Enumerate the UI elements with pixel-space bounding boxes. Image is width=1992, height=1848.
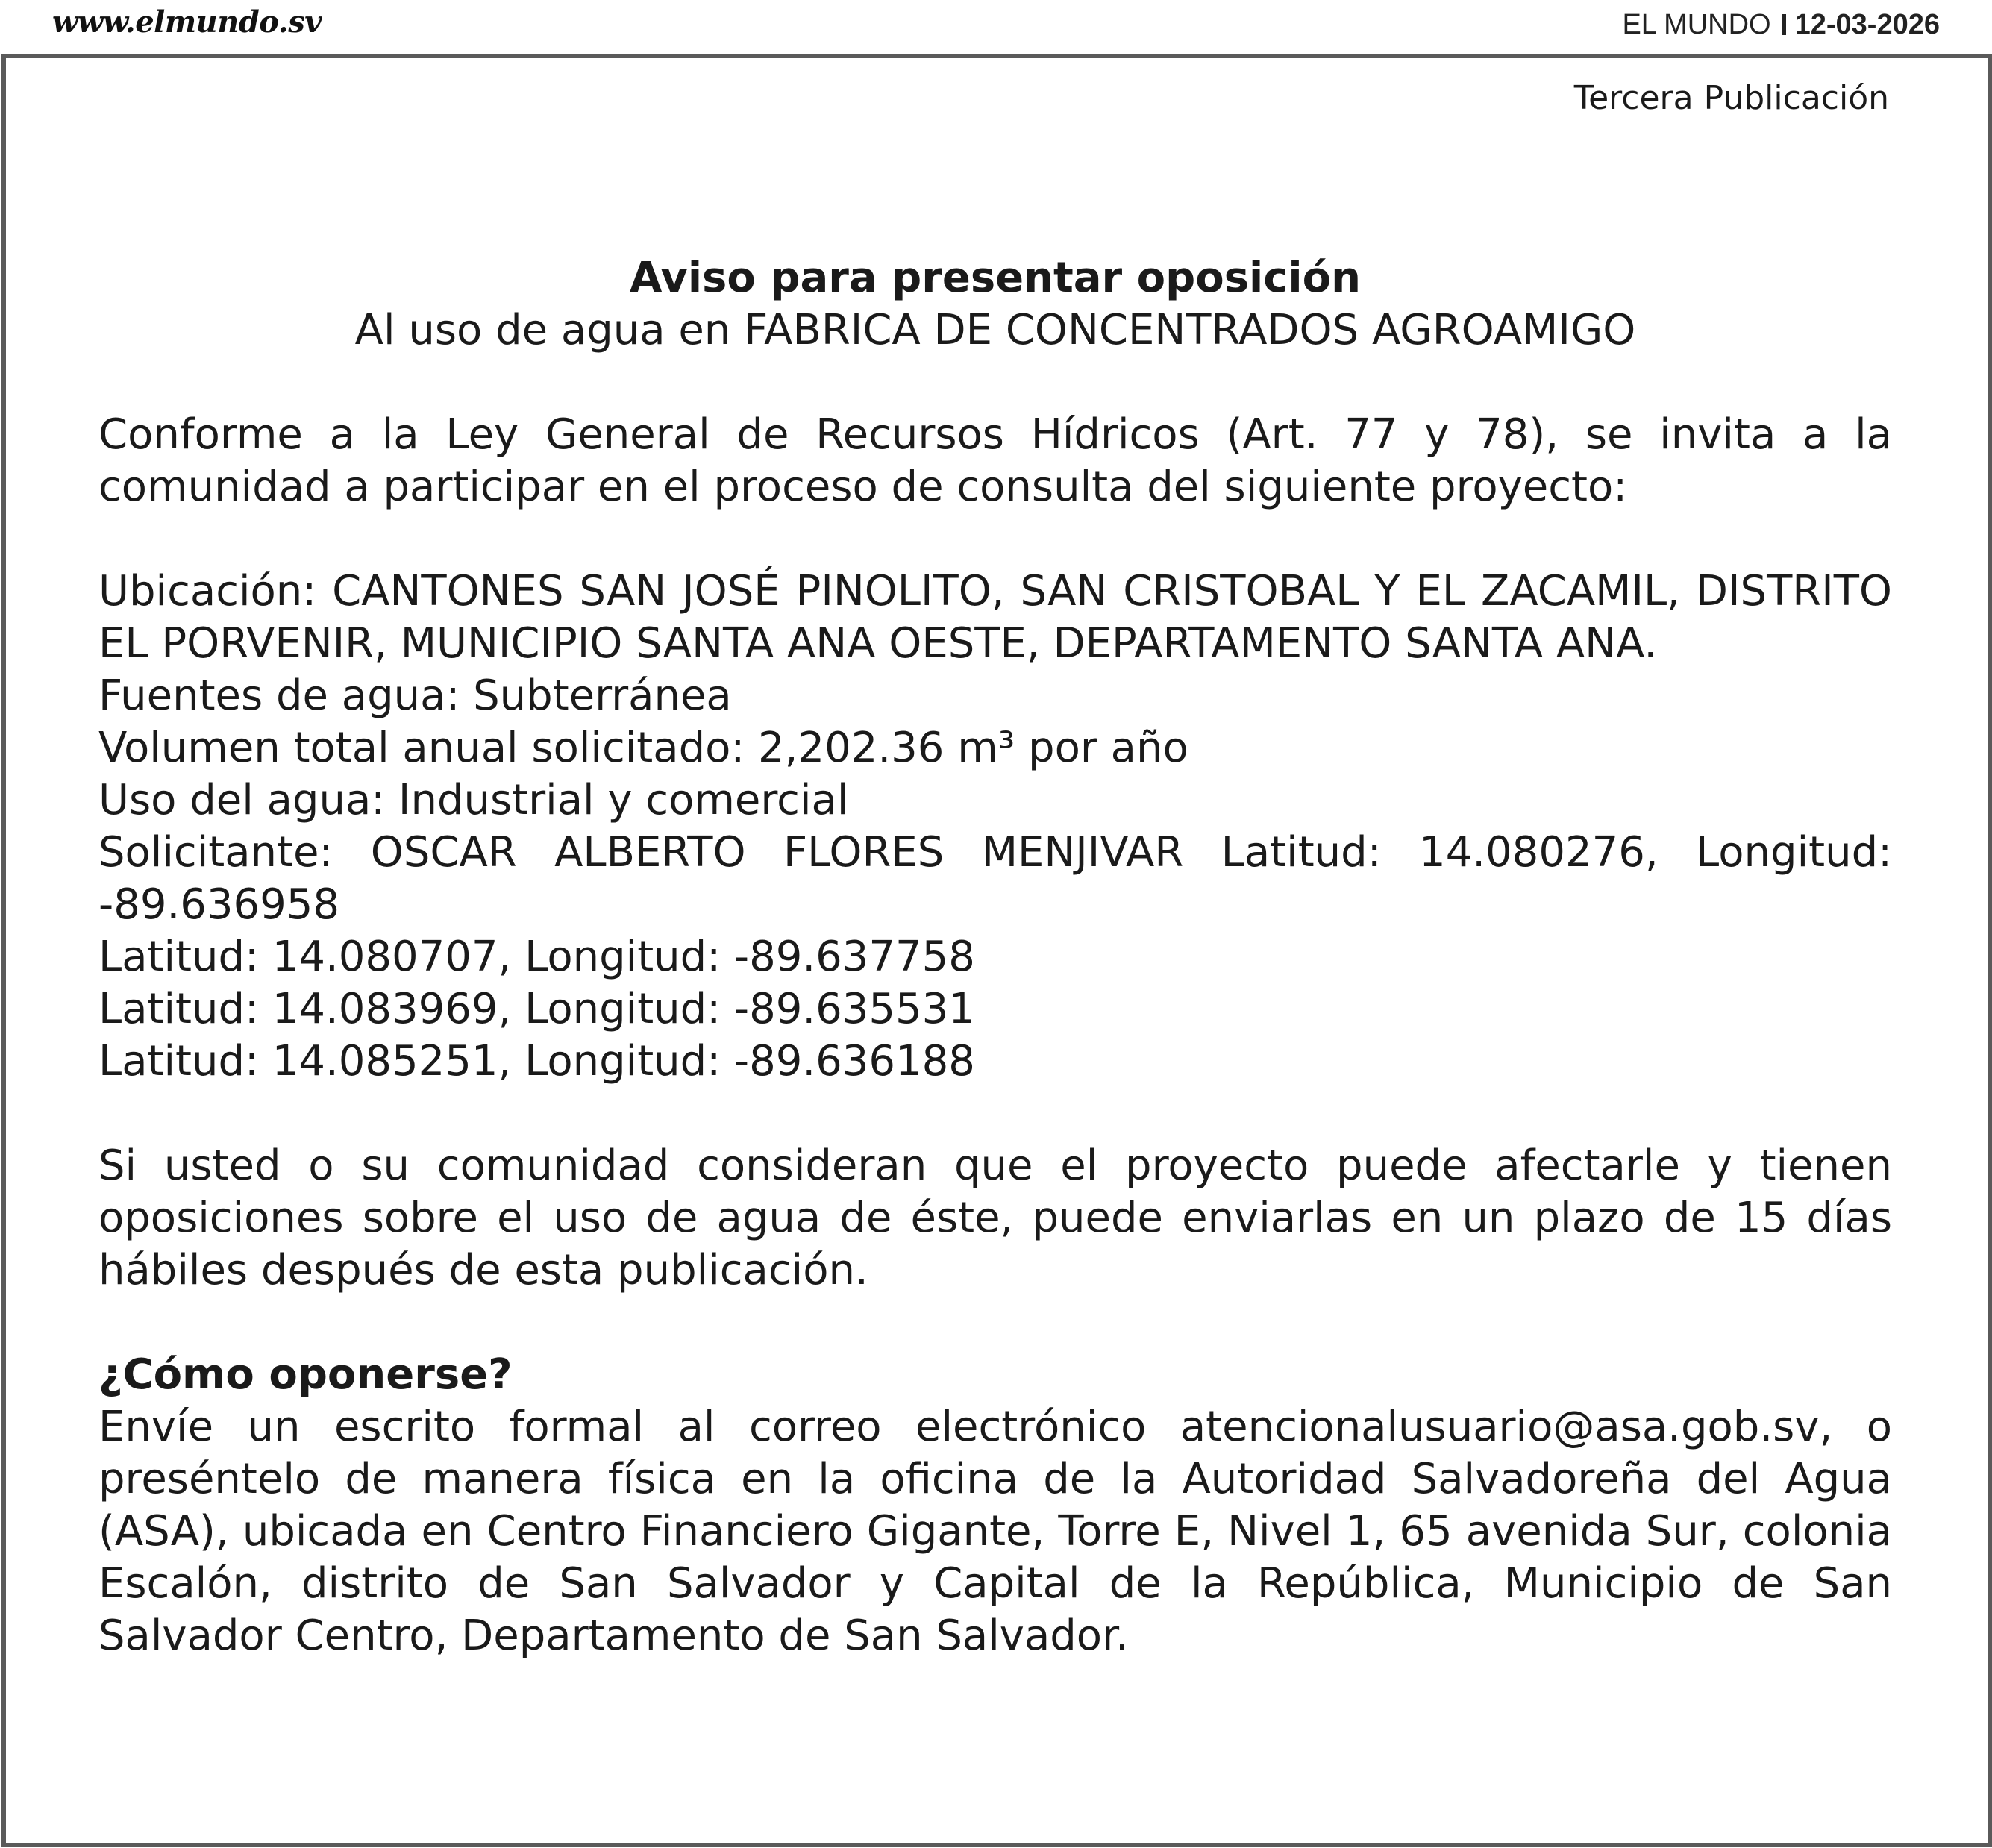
opposition-paragraph: Si usted o su comunidad consideran que el proyecto puede afectarle y tienen oposiciones sobre el uso de agua de éste, puede enviarlas en un plazo de 15 días hábiles después de esta publicación. (98, 1141, 1892, 1294)
site-url: www.elmundo.sv (52, 4, 322, 40)
masthead (0, 0, 1992, 54)
annual-volume-line: Volumen total anual solicitado: 2,202.36 m³ por año (98, 724, 1188, 772)
coordinate-line: Latitud: 14.085251, Longitud: -89.636188 (98, 1037, 975, 1086)
notice-title: Aviso para presentar oposición (630, 254, 1361, 302)
applicant-line: Solicitante: OSCAR ALBERTO FLORES MENJIVAR Latitud: 14.080276, Longitud: -89.636958 (98, 828, 1892, 929)
masthead-edition (1622, 9, 1940, 41)
notice-body (98, 252, 1892, 1662)
coordinate-line: Latitud: 14.083969, Longitud: -89.635531 (98, 985, 975, 1033)
coordinate-line: Latitud: 14.080707, Longitud: -89.637758 (98, 933, 975, 981)
how-to-oppose-heading: ¿Cómo oponerse? (98, 1350, 513, 1399)
masthead-separator (1782, 14, 1786, 35)
how-to-oppose-paragraph: Envíe un escrito formal al correo electrónico atencionalusuario@asa.gob.sv, o preséntelo de manera física en la oficina de la Autoridad Salvadoreña del Agua (ASA), ubicada en Centro Financiero Gigante, Torre E, Nivel 1, 65 avenida Sur, colonia Escalón, distrito de San Salvador y Capital de la República, Municipio de San Salvador Centro, Departamento de San Salvador. (98, 1403, 1892, 1660)
water-source-line: Fuentes de agua: Subterránea (98, 671, 732, 720)
notice-subtitle: Al uso de agua en FABRICA DE CONCENTRADOS AGROAMIGO (354, 306, 1636, 354)
location-line: Ubicación: CANTONES SAN JOSÉ PINOLITO, SAN CRISTOBAL Y EL ZACAMIL, DISTRITO EL PORVENIR, MUNICIPIO SANTA ANA OESTE, DEPARTAMENTO SANTA ANA. (98, 567, 1892, 668)
edition-date: 12-03-2026 (1794, 9, 1940, 40)
publication-label: Tercera Publicación (1573, 79, 1889, 117)
intro-paragraph: Conforme a la Ley General de Recursos Hídricos (Art. 77 y 78), se invita a la comunidad a participar en el proceso de consulta del siguiente proyecto: (98, 410, 1892, 511)
water-use-line: Uso del agua: Industrial y comercial (98, 776, 849, 824)
paper-name: EL MUNDO (1622, 9, 1771, 40)
